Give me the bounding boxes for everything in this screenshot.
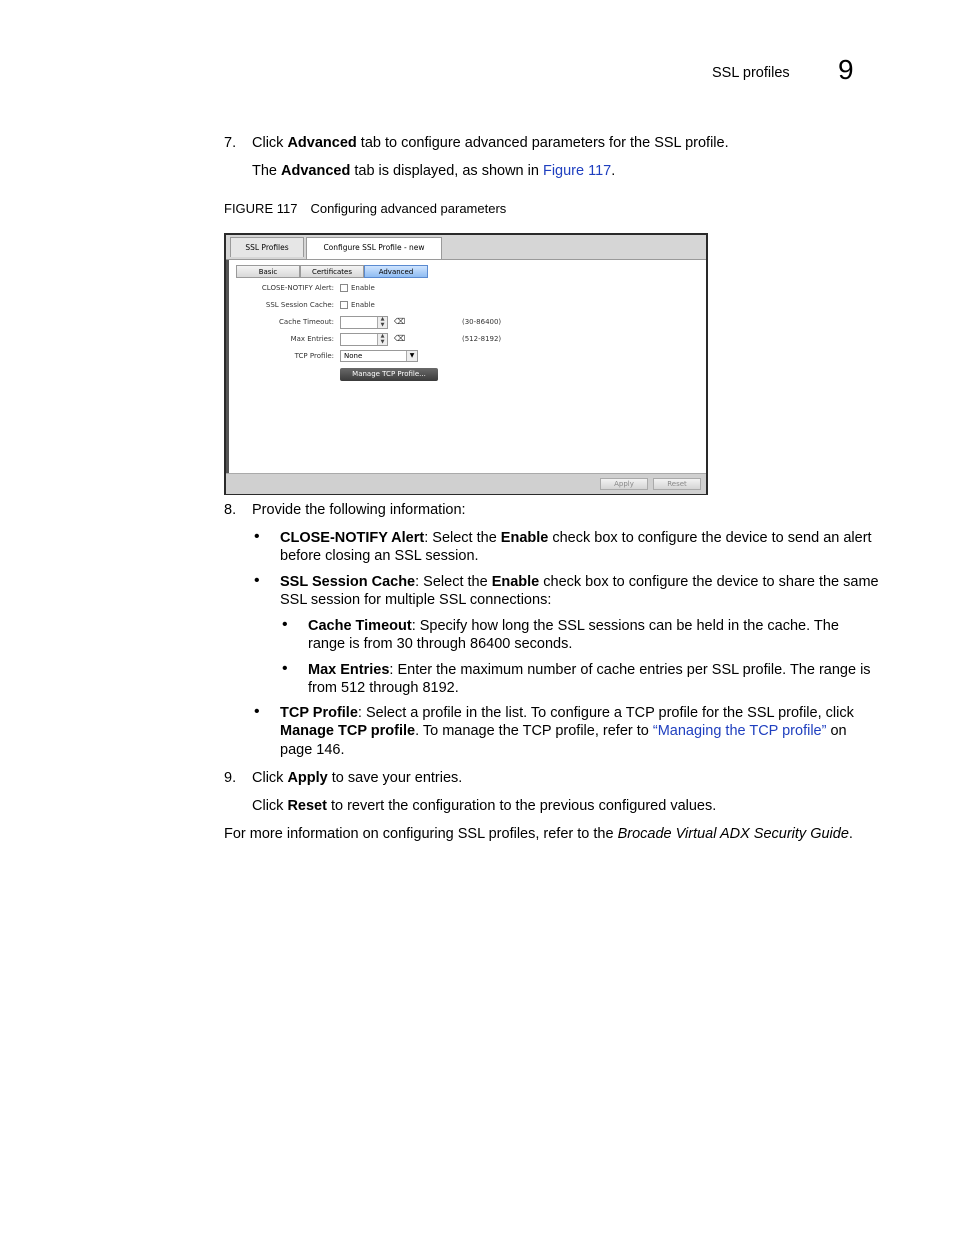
bullet-tcp-profile <box>280 704 854 723</box>
text-run: : Enter the maximum number of cache entries per SSL profile. The range is <box>389 662 871 678</box>
text-run: on <box>826 723 847 739</box>
text-run: : Select the <box>424 530 501 546</box>
max-entries-range: (512-8192) <box>462 335 502 343</box>
text-run: : Select a profile in the list. To configure a TCP profile for the SSL profile, click <box>357 705 854 721</box>
ui-term: Cache Timeout <box>308 618 412 634</box>
step-8-text: Provide the following information: <box>252 502 466 518</box>
guide-title: Brocade Virtual ADX Security Guide <box>617 826 849 842</box>
tab-ssl-profiles[interactable]: SSL Profiles <box>230 237 304 257</box>
step-8-number: 8. <box>224 502 237 518</box>
bullet-icon: • <box>254 528 260 545</box>
max-entries-label: Max Entries: <box>290 335 334 343</box>
chapter-number: 9 <box>838 54 854 85</box>
section-title: SSL profiles <box>712 65 790 81</box>
text-run: Click <box>252 135 288 151</box>
ui-term: SSL Session Cache <box>280 574 416 590</box>
cache-timeout-label: Cache Timeout: <box>279 318 334 326</box>
chevron-down-icon[interactable]: ▼ <box>406 351 417 361</box>
subtab-certificates[interactable]: Certificates <box>300 265 364 278</box>
text-run: The <box>252 163 282 179</box>
closing-paragraph <box>224 825 853 844</box>
bullet-session-cache-cont: SSL session for multiple SSL connections: <box>280 592 552 608</box>
ui-term: Apply <box>287 770 328 786</box>
clear-field-icon[interactable]: ⌫ <box>394 317 406 326</box>
bullet-cache-timeout <box>308 617 839 636</box>
bullet-tcp-profile-cont <box>280 722 847 741</box>
step-9-subtext <box>252 797 716 816</box>
apply-button[interactable]: Apply <box>600 478 648 490</box>
ui-term: Advanced <box>281 163 351 179</box>
figure-caption <box>224 201 506 216</box>
bullet-close-notify-cont: before closing an SSL session. <box>280 548 479 564</box>
bullet-icon: • <box>254 572 260 589</box>
subtab-advanced[interactable]: Advanced <box>364 265 428 278</box>
bullet-close-notify <box>280 529 872 548</box>
bullet-cache-timeout-cont: range is from 30 through 86400 seconds. <box>308 636 573 652</box>
step-9-text <box>252 769 462 788</box>
session-cache-checkbox[interactable] <box>340 301 348 309</box>
text-run: . <box>611 163 616 179</box>
bullet-max-entries-cont: from 512 through 8192. <box>308 680 459 696</box>
text-run: For more information on configuring SSL profiles, refer to the <box>224 826 618 842</box>
text-run: to revert the configuration to the previous configured values. <box>326 798 717 814</box>
tcp-profile-select[interactable] <box>340 350 418 362</box>
text-run: : Select the <box>415 574 492 590</box>
bullet-session-cache <box>280 573 879 592</box>
close-notify-enable-label: Enable <box>351 284 375 292</box>
text-run: . <box>848 826 853 842</box>
step-9-number: 9. <box>224 770 237 786</box>
bullet-tcp-profile-page: page 146. <box>280 742 345 758</box>
bullet-max-entries <box>308 661 871 680</box>
text-run: . To manage the TCP profile, refer to <box>415 723 653 739</box>
ui-term: Max Entries <box>308 662 390 678</box>
text-run: check box to configure the device to share the same <box>539 574 879 590</box>
close-notify-checkbox[interactable] <box>340 284 348 292</box>
text-run: : Specify how long the SSL sessions can be held in the cache. The <box>411 618 839 634</box>
spinner-arrows-icon[interactable]: ▲ ▼ <box>377 317 387 328</box>
bullet-icon: • <box>254 703 260 720</box>
step-7-text <box>252 134 729 153</box>
bullet-icon: • <box>282 660 288 677</box>
text-run: tab to configure advanced parameters for the SSL profile. <box>356 135 729 151</box>
figure-title: Configuring advanced parameters <box>310 201 507 216</box>
subtab-basic[interactable]: Basic <box>236 265 300 278</box>
ui-term: TCP Profile <box>280 705 358 721</box>
text-run: Click <box>252 770 288 786</box>
cache-timeout-range: (30-86400) <box>462 318 502 326</box>
manage-tcp-profile-button[interactable]: Manage TCP Profile... <box>340 368 438 381</box>
ui-term: CLOSE-NOTIFY Alert <box>280 530 425 546</box>
bullet-icon: • <box>282 616 288 633</box>
text-run: Click <box>252 798 288 814</box>
screenshot-figure <box>224 233 708 495</box>
ui-term: Reset <box>287 798 327 814</box>
figure-link[interactable]: Figure 117 <box>542 163 612 179</box>
step-7-number: 7. <box>224 135 237 151</box>
clear-field-icon[interactable]: ⌫ <box>394 334 406 343</box>
tcp-profile-link[interactable]: “Managing the TCP profile” <box>652 723 827 739</box>
ui-term: Enable <box>500 530 549 546</box>
tab-bar <box>226 235 706 260</box>
ui-term: Enable <box>491 574 540 590</box>
text-run: to save your entries. <box>327 770 463 786</box>
close-notify-label: CLOSE-NOTIFY Alert: <box>261 284 334 292</box>
cache-timeout-spinner[interactable] <box>340 316 388 329</box>
footer-bar <box>226 473 706 494</box>
tab-configure-ssl-profile[interactable]: Configure SSL Profile - new <box>306 237 442 259</box>
max-entries-spinner[interactable] <box>340 333 388 346</box>
text-run: check box to configure the device to send an alert <box>548 530 872 546</box>
ui-term: Manage TCP profile <box>280 723 416 739</box>
text-run: tab is displayed, as shown in <box>350 163 543 179</box>
session-cache-label: SSL Session Cache: <box>265 301 334 309</box>
tcp-profile-label: TCP Profile: <box>294 352 334 360</box>
spinner-arrows-icon[interactable]: ▲ ▼ <box>377 334 387 345</box>
figure-label: FIGURE 117 <box>224 201 298 216</box>
session-cache-enable-label: Enable <box>351 301 375 309</box>
reset-button[interactable]: Reset <box>653 478 701 490</box>
ui-term: Advanced <box>287 135 357 151</box>
window-edge <box>226 260 229 473</box>
tcp-profile-value: None <box>344 352 363 360</box>
step-7-subtext <box>252 162 615 181</box>
